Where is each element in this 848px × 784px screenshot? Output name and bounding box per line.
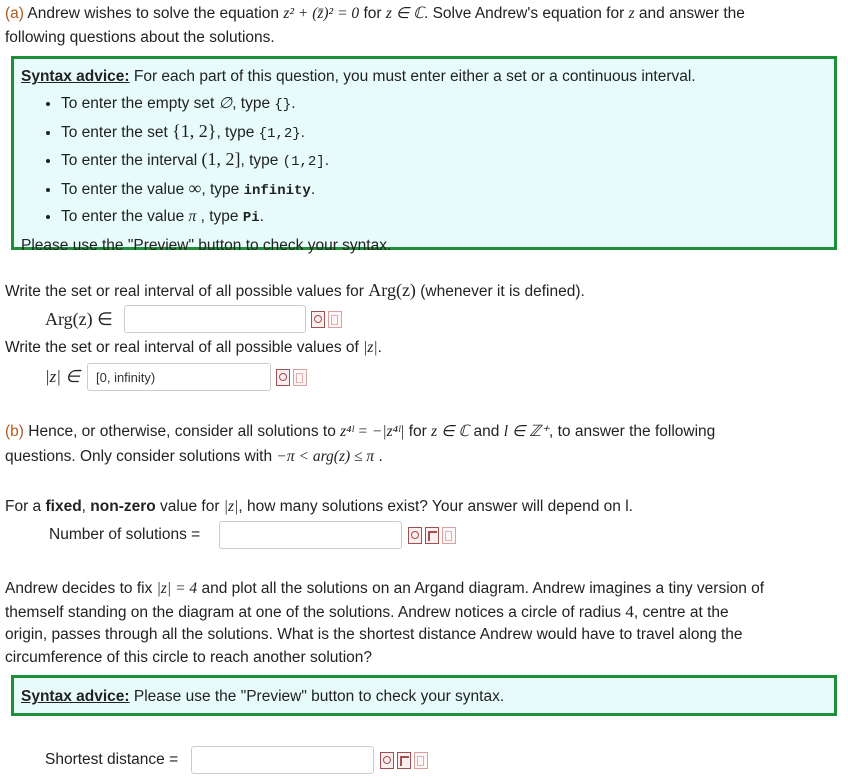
symbolic-check-icon[interactable] [397, 752, 411, 769]
preview-icon[interactable] [276, 369, 290, 386]
syntax-advice-footer: Please use the "Preview" button to check your syntax. [21, 236, 392, 254]
list-item: • To enter the interval (1, 2], type (1,2]. [61, 147, 826, 176]
andrew-paragraph-line-2: themself standing on the diagram at one of the solutions. Andrew notices a circle of radius 4, centre at the [5, 602, 729, 621]
preview-icon[interactable] [408, 527, 422, 544]
andrew-paragraph-line-4: circumference of this circle to reach another solution? [5, 649, 373, 666]
syntax-advice-box: Syntax advice: For each part of this question, you must enter either a set or a continuous interval. • To enter the empty set ∅, type {}. • To enter the set {1, 2}, type {1,2}. • To enter the interval (1, 2], type (1,2]. • To enter the value ∞, type infinity. • To enter the value π , type Pi. Please use the "Preview" button to check your syntax. [11, 56, 837, 250]
list-item: • To enter the empty set ∅, type {}. [61, 91, 826, 119]
help-icon[interactable] [293, 369, 307, 386]
mod-answer-tools [276, 369, 307, 386]
part-a-label: (a) [5, 5, 24, 22]
part-a-intro: (a) Andrew wishes to solve the equation z² + (z̄)² = 0 for z ∈ ℂ. Solve Andrew's equation for z and answer the [5, 5, 745, 22]
count-question-prompt: For a fixed, non-zero value for |z|, how many solutions exist? Your answer will depend on l. [5, 498, 633, 515]
count-answer-tools [408, 527, 456, 544]
distance-answer-tools [380, 752, 428, 769]
preview-icon[interactable] [311, 311, 325, 328]
part-a-intro-line2: following questions about the solutions. [5, 29, 275, 46]
mod-answer-label: |z| ∈ [45, 367, 81, 386]
help-icon[interactable] [414, 752, 428, 769]
arg-answer-input[interactable] [124, 305, 306, 333]
arg-question-prompt: Write the set or real interval of all possible values for Arg(z) (whenever it is defined). [5, 280, 585, 300]
list-item: • To enter the value ∞, type infinity. [61, 176, 826, 205]
andrew-paragraph-line-1: Andrew decides to fix |z| = 4 and plot all the solutions on an Argand diagram. Andrew imagines a tiny version of [5, 580, 765, 597]
part-b-label: (b) [5, 423, 24, 440]
count-answer-input[interactable] [219, 521, 402, 549]
part-b-intro-line2: questions. Only consider solutions with −π < arg(z) ≤ π . [5, 448, 383, 465]
symbolic-check-icon[interactable] [425, 527, 439, 544]
list-item: • To enter the value π , type Pi. [61, 204, 826, 232]
distance-answer-input[interactable] [191, 746, 374, 774]
help-icon[interactable] [328, 311, 342, 328]
count-answer-label: Number of solutions = [49, 526, 201, 543]
syntax-advice-box-2: Syntax advice: Please use the "Preview" button to check your syntax. [11, 675, 837, 716]
help-icon[interactable] [442, 527, 456, 544]
syntax-advice-heading: Syntax advice: [21, 688, 130, 705]
list-item: • To enter the set {1, 2}, type {1,2}. [61, 119, 826, 148]
arg-answer-tools [311, 311, 342, 328]
syntax-advice-list [21, 91, 826, 232]
syntax-advice-heading: Syntax advice: [21, 68, 130, 85]
preview-icon[interactable] [380, 752, 394, 769]
mod-answer-input[interactable] [87, 363, 271, 391]
distance-answer-label: Shortest distance = [45, 751, 179, 768]
part-b-intro: (b) Hence, or otherwise, consider all solutions to z⁴ˡ = −|z⁴ˡ| for z ∈ ℂ and l ∈ ℤ⁺, to answer the following [5, 423, 716, 440]
andrew-paragraph-line-3: origin, passes through all the solutions. What is the shortest distance Andrew would have to travel along the [5, 626, 743, 643]
arg-answer-label: Arg(z) ∈ [45, 309, 113, 329]
mod-question-prompt: Write the set or real interval of all possible values of |z|. [5, 339, 382, 356]
